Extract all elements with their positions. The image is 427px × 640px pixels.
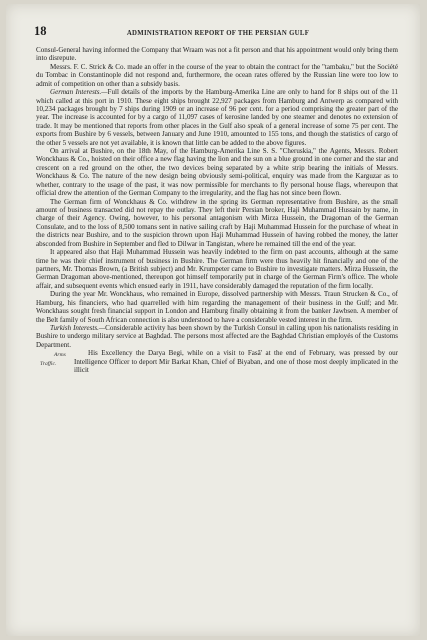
running-head: ADMINISTRATION REPORT OF THE PERSIAN GULF [126, 30, 310, 37]
paragraph: Consul-General having informed the Company that Wraam was not a fit person and that his appointment would only bring them into disrepute. [36, 46, 398, 63]
page-header [34, 24, 390, 38]
document-page [6, 4, 420, 636]
side-heading: Turkish Interests.— [50, 323, 106, 332]
side-heading: German Interests.— [50, 88, 108, 97]
marginal-note: Arms Traffic. [40, 352, 66, 367]
page-number: 18 [34, 24, 47, 38]
paragraph: Arms Traffic. His Excellency the Darya Begi, while on a visit to Fasā' at the end of February, was pressed by our Intelligence Officer to deport Mir Barkat Khan, Chief of Biyaban, and one of those most deeply implicated in the illicit [40, 349, 398, 375]
paragraph: On arrival at Bushire, on the 18th May, of the Hamburg-Amerika Line S. S. "Cheruskia," the Agents, Messrs. Robert Wonckhaus & Co., hoisted on their office a new flag having the lion and the sun on a blue ground in one corner and the star and crescent on a red ground on the other, the two devices being separated by a white strip bearing the initials of Messrs. Wonckhaus & Co. The nature of the new design being obviously semi-political, enquiry was made from the Karguzar as to whether, contrary to the usage of the past, it was now permissible for merchants to fly personal house flags, whereupon that official drew the attention of the German Company to the irregularity, and the flag has not since been flown. [36, 147, 398, 198]
paragraph: The German firm of Wonckhaus & Co. withdrew in the spring its German representative from Bushire, as the small amount of business transacted did not repay the outlay. They left their Persian broker, Haji Muhammad Hussain by name, in charge of their Agency. Owing, however, to his personal antagonism with Mirza Hussein, the Dragoman of the German Consulate, and to the loss of 8,500 tomans sent in native sailing craft by Haji Muhammad Hussein for the purchase of wheat in the districts near Bushire, and to the suspicion thrown upon Haji Muhammad Hussein of having robbed the money, the latter absconded from Bushire in September and fled to Dilwar in Tangistan, where he remained till the end of the year. [36, 197, 398, 248]
body-text [36, 46, 398, 374]
paragraph: During the year Mr. Wonckhaus, who remained in Europe, dissolved partnership with Messrs. Traun Strucken & Co., of Hamburg, his financiers, who had quarrelled with him regarding the management of their business in the Gulf; and Mr. Wonckhaus sought fresh financial support in London and Hamburg finally obtaining it from the banker Jawbsen. A member of the Belt family of South African connection is also understood to have a considerable vested interest in the firm. [36, 290, 398, 324]
paragraph: It appeared also that Haji Muhammad Hussein was heavily indebted to the firm on past accounts, although at the same time he was their chief instrument of business in Bushire. The German firm were thus heavily hit financially and one of the partners, Mr. Thomas Brown, (a British subject) and Mr. Krumpeter came to Bushire to investigate matters. Mirza Hussein, the German Dragoman above-mentioned, thereupon got himself temporarily put in charge of the German Firm's office. The whole affair, and subsequent events which ensued early in 1911, have considerably damaged the reputation of the firm locally. [36, 248, 398, 290]
paragraph: Messrs. F. C. Strick & Co. made an offer in the course of the year to obtain the contract for the "tambaku," but the Société du Tombac in Constantinople did not respond and, furthermore, the ocean rates offered by the Russian line were too low to admit of competition on other than a subsidy basis. [36, 62, 398, 88]
paragraph: Turkish Interests.—Considerable activity has been shown by the Turkish Consul in calling upon his nationalists residing in Bushire to undergo military service at Baghdad. The persons most affected are the Baghdad Christian employés of the Customs Department. [36, 323, 398, 349]
paragraph: German Interests.—Full details of the imports by the Hamburg-Amerika Line are only to hand for 8 ships out of the 11 which called at this port in 1910. These eight ships brought 22,927 packages from Hamburg and Antwerp as compared with 10,234 packages brought by 7 ships during 1909 or an increase of 96 per cent. for a period comprising the greater part of the year. The increase is accounted for by a cargo of 11,097 cases of kerosine landed by one steamer and denotes no extension of trade. It may be mentioned that reports from other places in the Gulf also speak of a general increase of some 75 per cent. The exports from Bushire by 6 vessels, between January and June 1910, amounted to 155 tons, and though the statistics of cargo of the other 5 vessels are not yet available, it is known that little can be added to the above figures. [36, 88, 398, 147]
